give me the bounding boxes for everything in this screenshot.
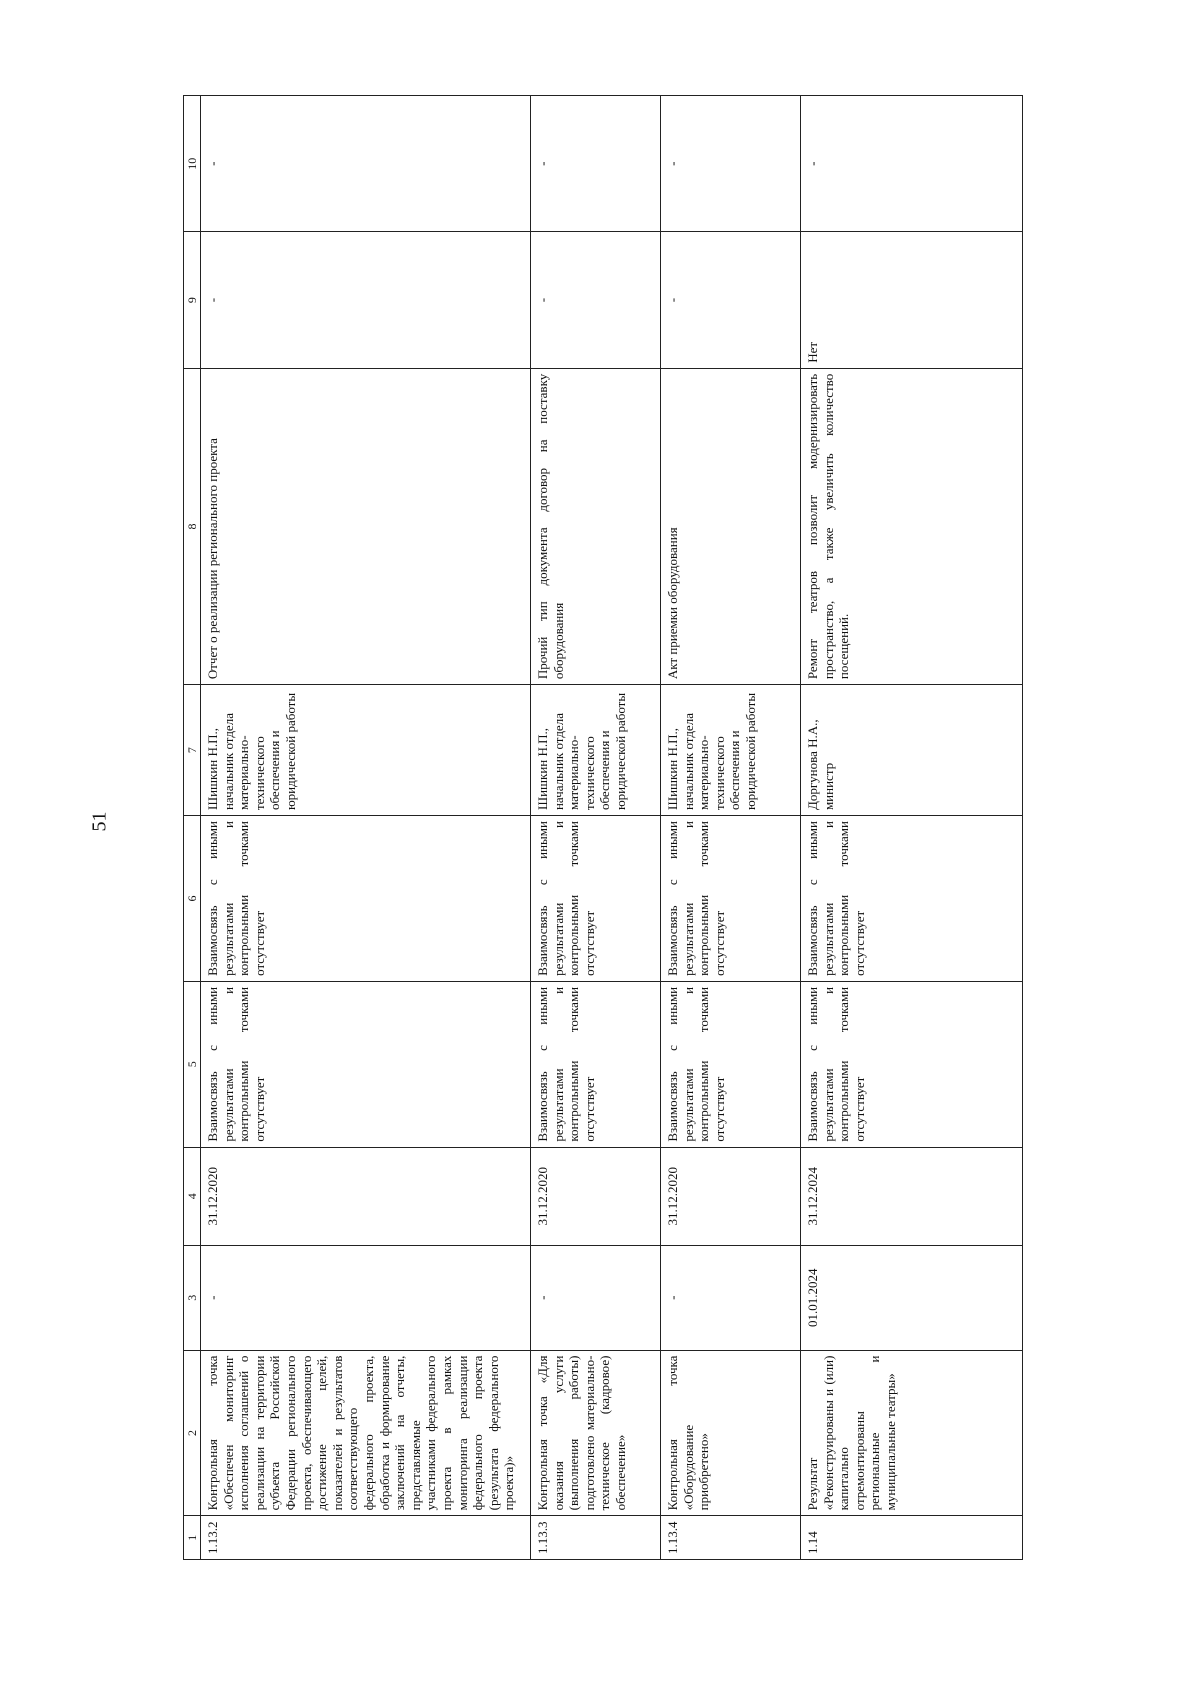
table-row bbox=[531, 96, 661, 1560]
cell-end-date: 31.12.2024 bbox=[801, 1147, 1023, 1245]
cell-document: Ремонт театров позволит модернизировать пространство, а также увеличить количество посещений. bbox=[801, 368, 1023, 684]
cell-col10: - bbox=[201, 96, 531, 232]
cell-responsible: Доргунова Н.А., министр bbox=[801, 685, 1023, 816]
cell-successor: Взаимосвязь с иными результатами и контрольными точками отсутствует bbox=[801, 816, 1023, 982]
data-table bbox=[183, 95, 1023, 1560]
cell-number: 1.13.2 bbox=[201, 1516, 531, 1560]
cell-successor: Взаимосвязь с иными результатами и контрольными точками отсутствует bbox=[531, 816, 661, 982]
column-header: 3 bbox=[184, 1245, 201, 1350]
cell-responsible: Шишкин Н.П., начальник отдела материально-технического обеспечения и юридической работы bbox=[201, 685, 531, 816]
cell-number: 1.13.4 bbox=[661, 1516, 801, 1560]
cell-start-date: - bbox=[661, 1245, 801, 1350]
cell-predecessor: Взаимосвязь с иными результатами и контрольными точками отсутствует bbox=[531, 981, 661, 1147]
cell-end-date: 31.12.2020 bbox=[201, 1147, 531, 1245]
cell-end-date: 31.12.2020 bbox=[531, 1147, 661, 1245]
cell-start-date: - bbox=[201, 1245, 531, 1350]
header-row bbox=[184, 96, 201, 1560]
cell-successor: Взаимосвязь с иными результатами и контрольными точками отсутствует bbox=[661, 816, 801, 982]
cell-document: Отчет о реализации регионального проекта bbox=[201, 368, 531, 684]
cell-col10: - bbox=[531, 96, 661, 232]
cell-name: Контрольная точка «Оборудование приобретено» bbox=[661, 1350, 801, 1516]
cell-predecessor: Взаимосвязь с иными результатами и контрольными точками отсутствует bbox=[201, 981, 531, 1147]
column-header: 4 bbox=[184, 1147, 201, 1245]
column-header: 5 bbox=[184, 981, 201, 1147]
cell-start-date: 01.01.2024 bbox=[801, 1245, 1023, 1350]
cell-number: 1.14 bbox=[801, 1516, 1023, 1560]
table-row bbox=[201, 96, 531, 1560]
cell-successor: Взаимосвязь с иными результатами и контрольными точками отсутствует bbox=[201, 816, 531, 982]
table-row bbox=[661, 96, 801, 1560]
cell-end-date: 31.12.2020 bbox=[661, 1147, 801, 1245]
cell-responsible: Шишкин Н.П., начальник отдела материально-технического обеспечения и юридической работы bbox=[661, 685, 801, 816]
table-row bbox=[801, 96, 1023, 1560]
cell-predecessor: Взаимосвязь с иными результатами и контрольными точками отсутствует bbox=[661, 981, 801, 1147]
cell-document: Прочий тип документа договор на поставку оборудования bbox=[531, 368, 661, 684]
cell-col10: - bbox=[801, 96, 1023, 232]
column-header: 6 bbox=[184, 816, 201, 982]
column-header: 9 bbox=[184, 232, 201, 368]
cell-name: Контрольная точка «Обеспечен мониторинг исполнения соглашений о реализации на территории субъекта Российской Федерации регионального проекта, обеспечивающего достижение целей, показателей и результатов соответствующего федерального проекта, обработка и формирование заключений на отчеты, представляемые участниками федерального проекта в рамках мониторинга реализации федерального проекта (результата федерального проекта)» bbox=[201, 1350, 531, 1516]
cell-col9: - bbox=[201, 232, 531, 368]
rotated-table-wrapper bbox=[183, 95, 1023, 1560]
cell-number: 1.13.3 bbox=[531, 1516, 661, 1560]
cell-start-date: - bbox=[531, 1245, 661, 1350]
cell-col9: - bbox=[661, 232, 801, 368]
cell-col10: - bbox=[661, 96, 801, 232]
cell-col9: - bbox=[531, 232, 661, 368]
cell-name: Результат «Реконструированы и (или) капитально отремонтированы региональные и муниципальные театры» bbox=[801, 1350, 1023, 1516]
cell-responsible: Шишкин Н.П., начальник отдела материально-технического обеспечения и юридической работы bbox=[531, 685, 661, 816]
column-header: 7 bbox=[184, 685, 201, 816]
cell-col9: Нет bbox=[801, 232, 1023, 368]
column-header: 1 bbox=[184, 1516, 201, 1560]
column-header: 2 bbox=[184, 1350, 201, 1516]
page-number: 51 bbox=[88, 811, 111, 832]
cell-document: Акт приемки оборудования bbox=[661, 368, 801, 684]
cell-predecessor: Взаимосвязь с иными результатами и контрольными точками отсутствует bbox=[801, 981, 1023, 1147]
column-header: 10 bbox=[184, 96, 201, 232]
cell-name: Контрольная точка «Для оказания услуги (выполнения работы) подготовлено материально-техническое (кадровое) обеспечение» bbox=[531, 1350, 661, 1516]
column-header: 8 bbox=[184, 368, 201, 684]
